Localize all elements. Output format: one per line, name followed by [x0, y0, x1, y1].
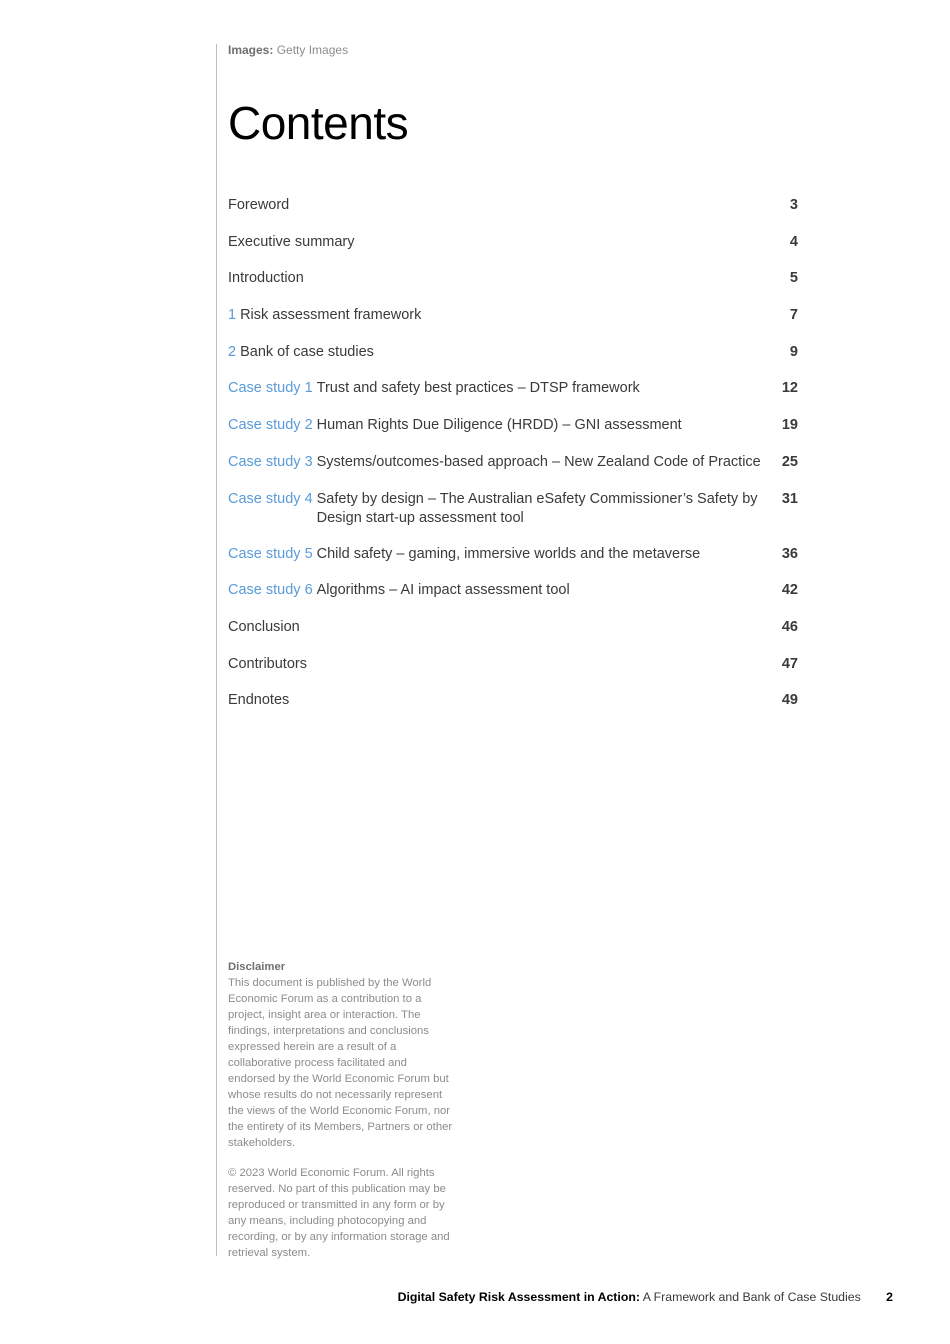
- toc-entry-text: [228, 545, 764, 564]
- footer-title-rest: A Framework and Bank of Case Studies: [642, 1290, 861, 1304]
- toc-entry-text: [228, 343, 764, 362]
- toc-entry-page: 9: [789, 343, 798, 360]
- toc-entry-label: Trust and safety best practices – DTSP framework: [316, 380, 640, 397]
- table-of-contents: [228, 196, 798, 728]
- disclaimer: [228, 959, 454, 1275]
- image-credit-value: Getty Images: [276, 43, 349, 57]
- toc-entry-label: Bank of case studies: [240, 343, 374, 360]
- toc-entry[interactable]: [228, 618, 798, 655]
- toc-entry[interactable]: [228, 343, 798, 380]
- toc-entry-label: Safety by design – The Australian eSafety Commissioner’s Safety by Design start-up assessment tool: [316, 490, 758, 526]
- toc-entry-page: 7: [789, 307, 798, 324]
- toc-entry-prefix: 1: [228, 307, 237, 324]
- toc-entry-text: [228, 490, 764, 528]
- toc-entry[interactable]: [228, 581, 798, 618]
- toc-entry-text: [228, 581, 764, 600]
- toc-entry-text: [228, 453, 764, 472]
- toc-entry-page: 19: [781, 417, 798, 434]
- toc-entry-label: Algorithms – AI impact assessment tool: [316, 582, 570, 599]
- toc-entry[interactable]: [228, 545, 798, 582]
- image-credit-label: Images:: [228, 43, 274, 57]
- toc-entry-text: [228, 691, 764, 710]
- toc-entry-label: Endnotes: [228, 692, 290, 709]
- page-footer: [398, 1290, 893, 1304]
- toc-entry-page: 49: [781, 692, 798, 709]
- toc-entry-label: Human Rights Due Diligence (HRDD) – GNI assessment: [316, 417, 682, 434]
- toc-entry-page: 4: [789, 233, 798, 250]
- footer-page-number: 2: [886, 1290, 893, 1304]
- toc-entry-prefix: Case study 6: [228, 582, 313, 599]
- page-title: Contents: [228, 97, 409, 149]
- image-credit: [228, 43, 348, 57]
- toc-entry-prefix: Case study 4: [228, 490, 313, 507]
- toc-entry-page: 47: [781, 655, 798, 672]
- toc-entry[interactable]: [228, 379, 798, 416]
- toc-entry-page: 36: [781, 545, 798, 562]
- toc-entry-page: 5: [789, 270, 798, 287]
- toc-entry-text: [228, 269, 764, 288]
- toc-entry-text: [228, 618, 764, 637]
- disclaimer-heading: Disclaimer: [228, 961, 286, 973]
- toc-entry-label: Contributors: [228, 655, 307, 672]
- toc-entry-text: [228, 306, 764, 325]
- toc-entry-label: Foreword: [228, 197, 290, 213]
- toc-entry[interactable]: [228, 269, 798, 306]
- toc-entry[interactable]: [228, 453, 798, 490]
- toc-entry-page: 3: [789, 197, 798, 213]
- margin-rule: [216, 44, 217, 1256]
- toc-entry-prefix: Case study 3: [228, 453, 313, 470]
- toc-entry-text: [228, 379, 764, 398]
- toc-entry-label: Child safety – gaming, immersive worlds and the metaverse: [316, 545, 701, 562]
- toc-entry[interactable]: [228, 196, 798, 233]
- toc-entry-label: Conclusion: [228, 618, 300, 635]
- toc-entry-page: 46: [781, 618, 798, 635]
- disclaimer-body: This document is published by the World Economic Forum as a contribution to a project, insight area or interaction. The findings, interpretations and conclusions expressed herein are a result of a collaborative process facilitated and endorsed by the World Economic Forum but whose results do not necessarily represent the views of the World Economic Forum, nor the entirety of its Members, Partners or other stakeholders.: [228, 977, 453, 1149]
- toc-entry-page: 12: [781, 380, 798, 397]
- toc-entry-page: 31: [781, 490, 798, 507]
- toc-entry-prefix: Case study 1: [228, 380, 313, 397]
- toc-entry-label: Introduction: [228, 270, 304, 287]
- toc-entry[interactable]: [228, 655, 798, 692]
- toc-entry-text: [228, 196, 764, 215]
- toc-entry[interactable]: [228, 306, 798, 343]
- toc-entry-prefix: Case study 2: [228, 417, 313, 434]
- toc-entry-label: Systems/outcomes-based approach – New Zealand Code of Practice: [316, 453, 761, 470]
- toc-entry[interactable]: [228, 233, 798, 270]
- footer-title-bold: Digital Safety Risk Assessment in Action:: [397, 1290, 640, 1304]
- toc-entry-page: 42: [781, 582, 798, 599]
- toc-entry-text: [228, 655, 764, 674]
- toc-entry[interactable]: [228, 490, 798, 545]
- toc-entry-label: Executive summary: [228, 233, 355, 250]
- copyright-notice: © 2023 World Economic Forum. All rights reserved. No part of this publication may be reproduced or transmitted in any form or by any means, including photocopying and recording, or by any information storage and retrieval system.: [228, 1167, 450, 1259]
- toc-entry-page: 25: [781, 453, 798, 470]
- toc-entry-label: Risk assessment framework: [240, 307, 422, 324]
- toc-entry[interactable]: [228, 691, 798, 728]
- toc-entry-text: [228, 416, 764, 435]
- toc-entry-prefix: Case study 5: [228, 545, 313, 562]
- toc-entry-prefix: 2: [228, 343, 237, 360]
- toc-entry-text: [228, 233, 764, 252]
- toc-entry[interactable]: [228, 416, 798, 453]
